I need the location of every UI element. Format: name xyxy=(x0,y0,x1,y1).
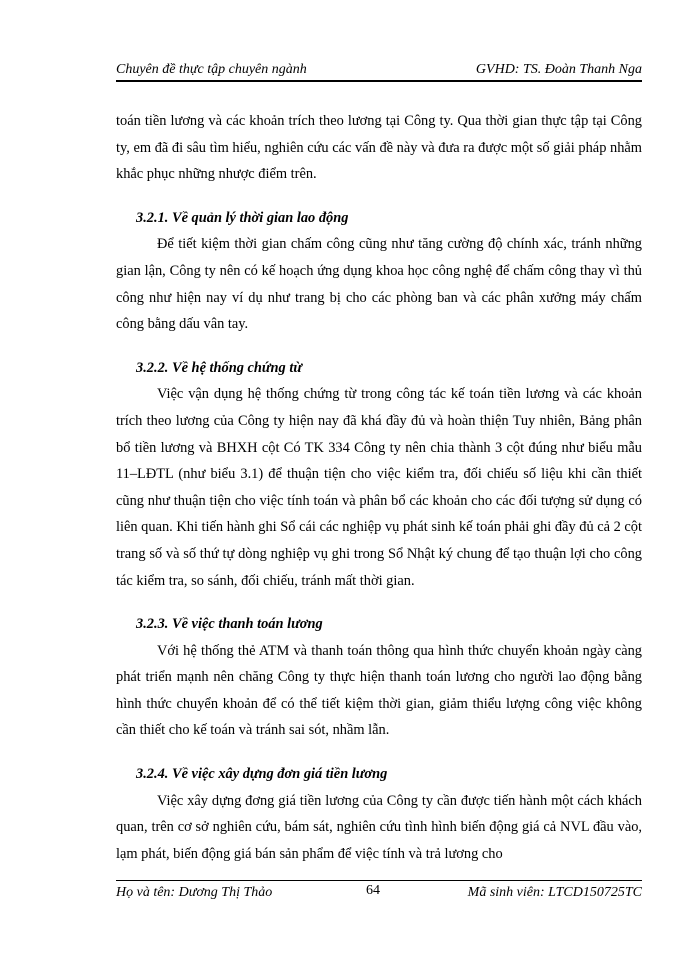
page-number: 64 xyxy=(366,883,380,898)
section-heading-3-2-4: 3.2.4. Về việc xây dựng đơn giá tiền lương xyxy=(136,766,388,783)
intro-paragraph: toán tiền lương và các khoản trích theo lương tại Công ty. Qua thời gian thực tập tại Công ty, em đã đi sâu tìm hiểu, nghiên cứu các vấn đề này và đưa ra được một số giải pháp nhằm khắc phục những nhược điểm trên. xyxy=(116,113,642,183)
header-supervisor: GVHD: TS. Đoàn Thanh Nga xyxy=(475,62,642,77)
section-paragraph-3-2-3: Với hệ thống thẻ ATM và thanh toán thông qua hình thức chuyển khoản ngày càng phát triển mạnh nên chăng Công ty thực hiện thanh toán lương cho người lao động bằng hình thức chuyển khoản để có thể tiết kiệm thời gian, giảm thiểu lượng công việc không cần thiết cho kế toán và tránh sai sót, nhầm lẫn. xyxy=(116,642,642,739)
footer-student-name: Họ và tên: Dương Thị Thảo xyxy=(116,885,273,900)
section-paragraph-3-2-2: Việc vận dụng hệ thống chứng từ trong công tác kế toán tiền lương và các khoản trích theo lương của Công ty hiện nay đã khá đầy đủ và hoàn thiện Tuy nhiên, Bảng phân bổ tiền lương và BHXH cột Có TK 334 Công ty nên chia thành 3 cột đúng như biểu mẫu 11–LĐTL (như biểu 3.1) để thuận tiện cho việc kiểm tra, đối chiếu số liệu khi cần thiết cũng như thuận tiện cho việc tính toán và phân bổ các khoản cho các đối tượng sử dụng có liên quan. Khi tiến hành ghi Sổ cái các nghiệp vụ phát sinh kế toán phải ghi đầy đủ cả 2 cột trang số và số thứ tự dòng nghiệp vụ ghi trong Sổ Nhật ký chung để tạo thuận lợi cho công tác kiểm tra, so sánh, đối chiếu, tránh mất thời gian. xyxy=(116,386,642,589)
footer-student-id: Mã sinh viên: LTCD150725TC xyxy=(467,885,642,900)
section-heading-3-2-3: 3.2.3. Về việc thanh toán lương xyxy=(136,616,323,633)
section-paragraph-3-2-1: Để tiết kiệm thời gian chấm công cũng như tăng cường độ chính xác, tránh những gian lận, Công ty nên có kế hoạch ứng dụng khoa học công nghệ để chấm công thay vì thủ công như hiện nay ví dụ như trang bị cho các phòng ban và các phân xưởng máy chấm công bằng dấu vân tay. xyxy=(116,236,642,333)
document-body xyxy=(116,108,642,867)
page-header xyxy=(116,56,642,82)
header-course-title: Chuyên đề thực tập chuyên ngành xyxy=(116,62,307,77)
page-footer xyxy=(116,880,642,901)
section-paragraph-3-2-4: Việc xây dựng đơng giá tiền lương của Công ty cần được tiến hành một cách khách quan, trên cơ sở nghiên cứu, bám sát, nghiên cứu tình hình biến động giá cả NVL đầu vào, lạm phát, biến động giá bán sản phẩm để việc tính và trả lương cho xyxy=(116,792,642,862)
section-heading-3-2-2: 3.2.2. Về hệ thống chứng từ xyxy=(136,359,302,376)
section-heading-3-2-1: 3.2.1. Về quản lý thời gian lao động xyxy=(136,209,349,226)
